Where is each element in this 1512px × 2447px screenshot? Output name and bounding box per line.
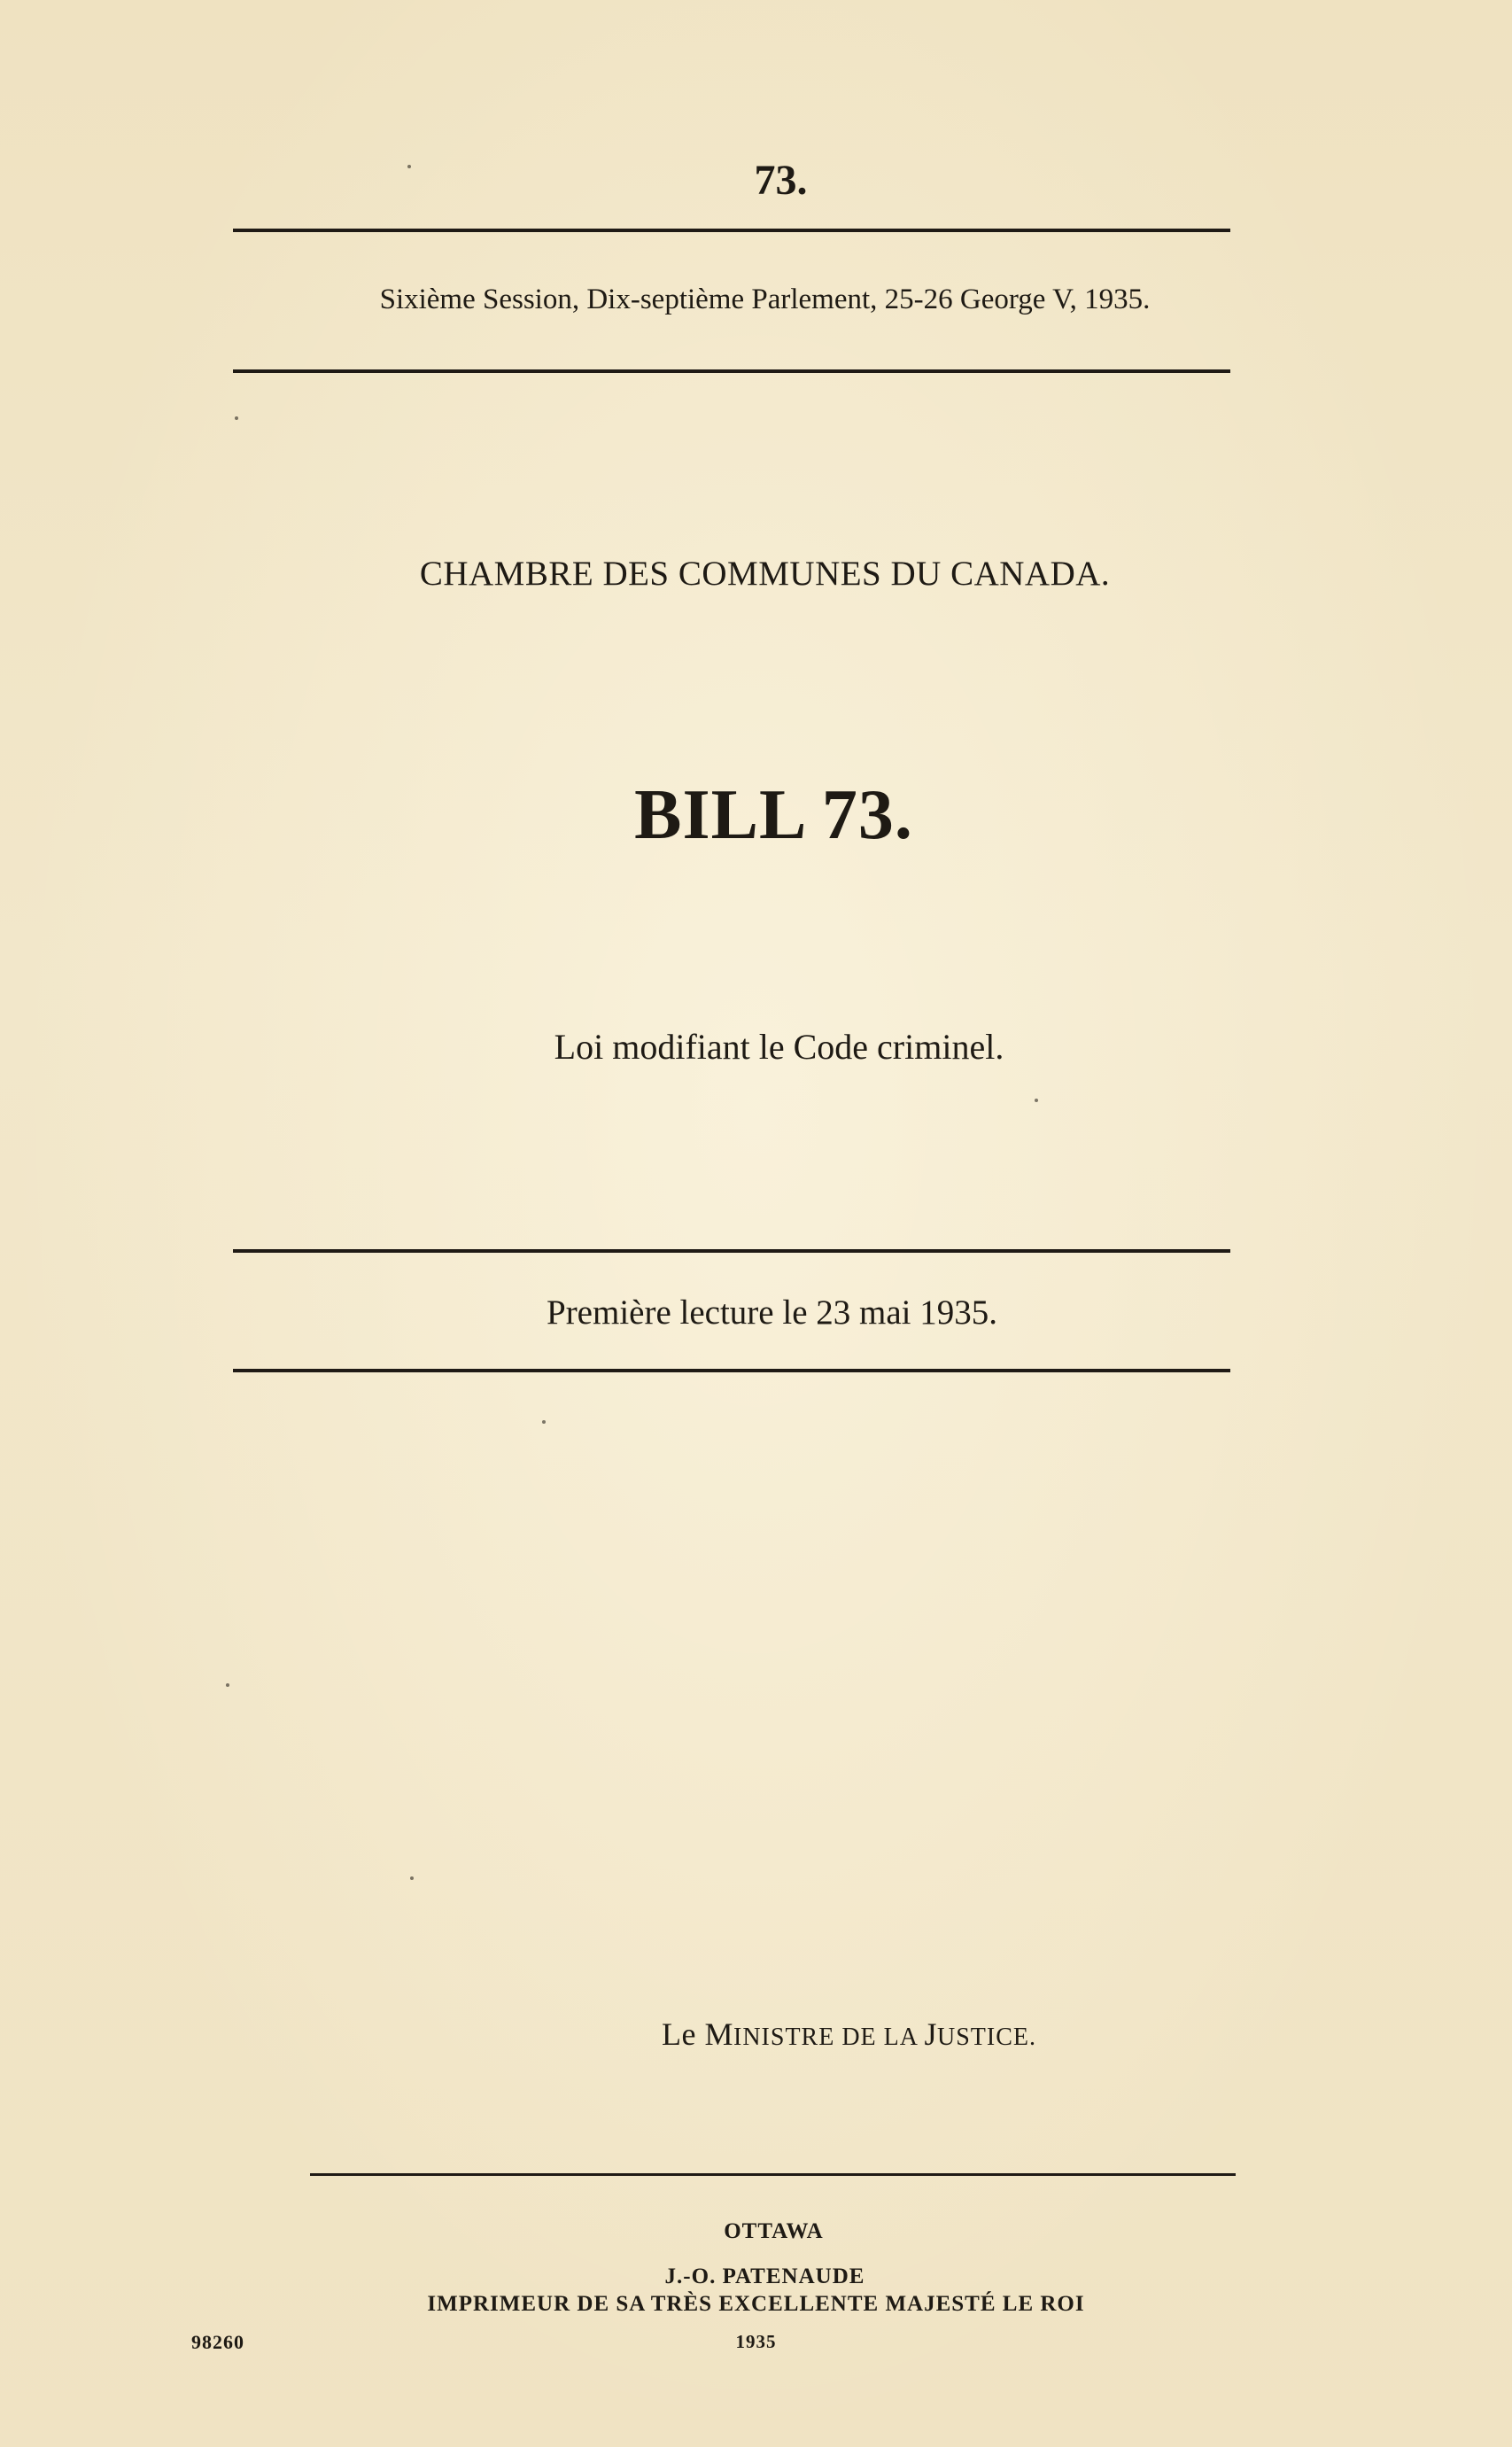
session-line: Sixième Session, Dix-septième Parlement, 25-26 George V, 1935. xyxy=(379,284,1151,315)
divider-rule xyxy=(233,369,1230,373)
divider-rule xyxy=(233,1249,1230,1253)
minister-smallcaps: INISTRE DE LA xyxy=(733,2024,925,2051)
divider-rule xyxy=(310,2173,1236,2176)
print-speck xyxy=(226,1683,229,1687)
minister-initial: M xyxy=(704,2016,734,2052)
divider-rule xyxy=(233,1369,1230,1372)
print-speck xyxy=(410,1876,414,1880)
bill-number-header: 73. xyxy=(754,157,808,204)
imprint-year: 1935 xyxy=(735,2331,777,2352)
minister-prefix: Le xyxy=(662,2016,705,2052)
chamber-heading: CHAMBRE DES COMMUNES DU CANADA. xyxy=(419,555,1111,593)
imprint-printer-name: J.-O. PATENAUDE xyxy=(664,2264,865,2288)
bill-subtitle: Loi modifiant le Code criminel. xyxy=(554,1027,1004,1067)
justice-initial: J xyxy=(924,2016,937,2052)
bill-title: BILL 73. xyxy=(634,776,913,854)
print-speck xyxy=(542,1420,546,1424)
print-speck xyxy=(407,165,411,168)
minister-line xyxy=(93,2018,1512,2050)
imprint-printer-title: IMPRIMEUR DE SA TRÈS EXCELLENTE MAJESTÉ LE ROI xyxy=(427,2292,1085,2316)
first-reading-line: Première lecture le 23 mai 1935. xyxy=(547,1293,997,1332)
document-number: 98260 xyxy=(191,2331,244,2353)
print-speck xyxy=(1035,1099,1038,1102)
justice-smallcaps: USTICE. xyxy=(936,2024,1036,2051)
print-speck xyxy=(235,416,238,420)
divider-rule xyxy=(233,229,1230,232)
imprint-city: OTTAWA xyxy=(724,2219,824,2243)
